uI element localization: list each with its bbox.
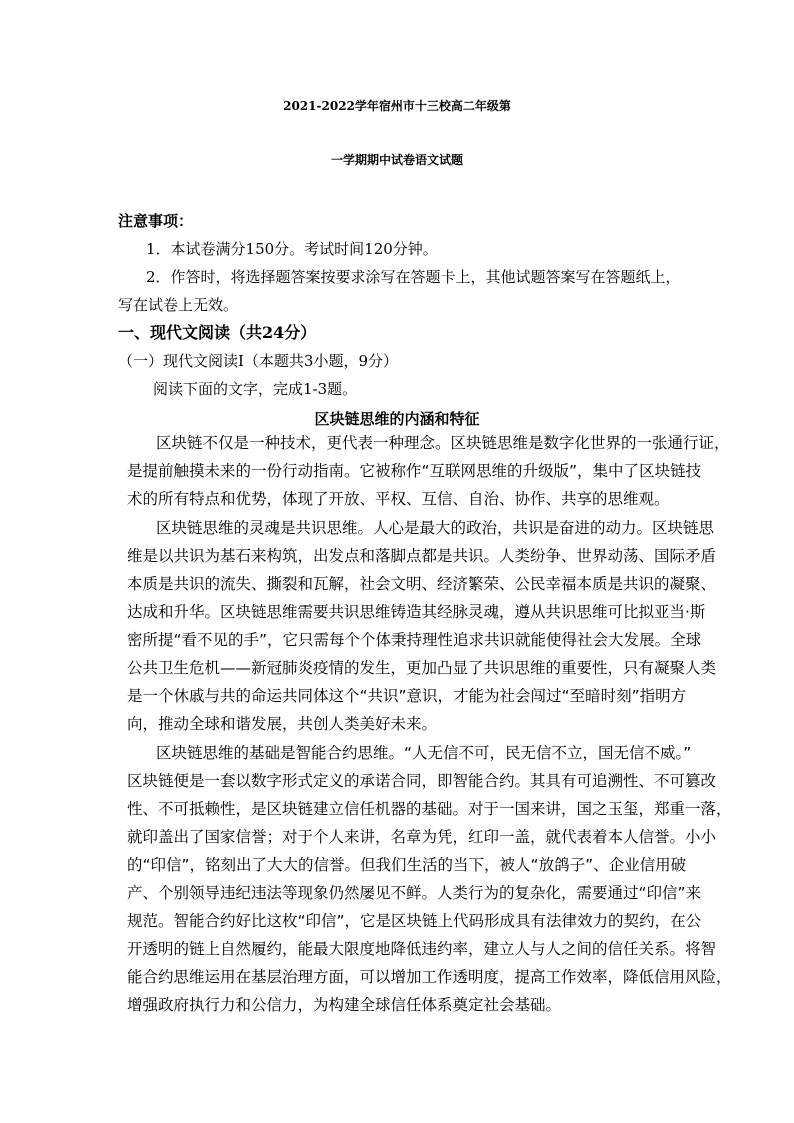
article-line: 向，推动全球和谐发展，共创人类美好未来。 bbox=[127, 715, 438, 733]
section-heading: 一、现代文阅读（共24分） bbox=[118, 323, 317, 342]
article-line: 的“印信”，铭刻出了大大的信誉。但我们生活的当下，被人“放鸽子”、企业信用破 bbox=[127, 856, 687, 874]
article-line: 是提前触摸未来的一份行动指南。它被称作“互联网思维的升级版”，集中了区块链技 bbox=[127, 462, 702, 480]
article-line: 维是以共识为基石来构筑，出发点和落脚点都是共识。人类纷争、世界动荡、国际矛盾 bbox=[127, 547, 717, 565]
article-line: 是一个休戚与共的命运共同体这个“共识”意识，才能为社会闯过“至暗时刻”指明方 bbox=[127, 687, 687, 705]
article-line: 公共卫生危机——新冠肺炎疫情的发生，更加凸显了共识思维的重要性，只有凝聚人类 bbox=[127, 659, 717, 677]
notice-heading: 注意事项： bbox=[118, 212, 194, 230]
article-line: 性、不可抵赖性，是区块链建立信任机器的基础。对于一国来讲，国之玉玺，郑重一落， bbox=[127, 800, 732, 818]
article-line: 区块链便是一套以数字形式定义的承诺合同，即智能合约。其具有可追溯性、不可篡改 bbox=[127, 772, 717, 790]
article-line: 能合约思维运用在基层治理方面，可以增加工作透明度，提高工作效率，降低信用风险， bbox=[127, 968, 732, 986]
notice-item-1: 1．本试卷满分150分。考试时间120分钟。 bbox=[146, 240, 438, 258]
article-line: 达成和升华。区块链思维需要共识思维铸造其经脉灵魂，遵从共识思维可比拟亚当·斯 bbox=[127, 603, 706, 621]
exam-title-line2: 一学期期中试卷语文试题 bbox=[330, 153, 463, 167]
article-line: 术的所有特点和优势，体现了开放、平权、互信、自治、协作、共享的思维观。 bbox=[127, 490, 670, 508]
reading-instruction: 阅读下面的文字，完成1-3题。 bbox=[153, 380, 358, 398]
article-line: 就印盖出了国家信誉；对于个人来讲，名章为凭，红印一盖，就代表着本人信誉。小小 bbox=[127, 828, 717, 846]
article-title: 区块链思维的内涵和特征 bbox=[314, 410, 480, 428]
notice-item-2-line2: 写在试卷上无效。 bbox=[118, 296, 239, 314]
article-line: 区块链思维的灵魂是共识思维。人心是最大的政治，共识是奋进的动力。区块链思 bbox=[156, 519, 715, 537]
article-line: 区块链思维的基础是智能合约思维。“人无信不可，民无信不立，国无信不威。” bbox=[156, 744, 692, 762]
article-line: 区块链不仅是一种技术，更代表一种理念。区块链思维是数字化世界的一张通行证， bbox=[156, 434, 730, 452]
article-line: 增强政府执行力和公信力，为构建全球信任体系奠定社会基础。 bbox=[127, 996, 562, 1014]
notice-item-2-line1: 2．作答时，将选择题答案按要求涂写在答题卡上，其他试题答案写在答题纸上， bbox=[146, 268, 681, 286]
exam-title-line1: 2021-2022学年宿州市十三校高二年级第 bbox=[283, 99, 511, 113]
article-line: 密所提“看不见的手”，它只需每个个体秉持理性追求共识就能使得社会大发展。全球 bbox=[127, 631, 702, 649]
article-line: 规范。智能合约好比这枚“印信”，它是区块链上代码形成具有法律效力的契约，在公 bbox=[127, 912, 702, 930]
section-subheading: （一）现代文阅读Ⅰ（本题共3小题，9分） bbox=[118, 352, 399, 370]
article-line: 开透明的链上自然履约，能最大限度地降低违约率，建立人与人之间的信任关系。将智 bbox=[127, 940, 717, 958]
article-line: 产、个别领导违纪违法等现象仍然屡见不鲜。人类行为的复杂化，需要通过“印信”来 bbox=[127, 884, 702, 902]
article-line: 本质是共识的流失、撕裂和瓦解，社会文明、经济繁荣、公民幸福本质是共识的凝聚、 bbox=[127, 575, 717, 593]
